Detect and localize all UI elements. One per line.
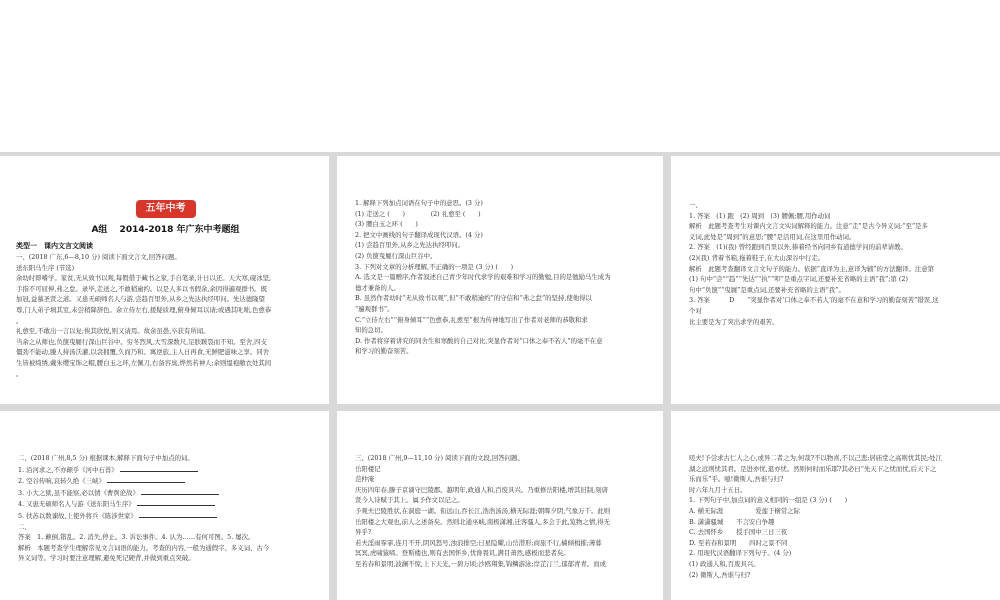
- text-line: 至若春和景明,波澜不惊,上下天光,一碧万顷;沙鸥翔集,锦鳞游泳;岸芷汀兰,郁郁青青。而或: [355, 559, 606, 568]
- text-line: 手指不可屈伸,弗之怠。录毕,走送之,不敢稍逾约。以是人多以书假余,余因得遍观群书。既: [16, 284, 267, 293]
- text-line: 2. 用现代汉语翻译下列句子。(4 分): [689, 549, 792, 558]
- text-line: 当余之从师也,负箧曳屣行深山巨谷中。穷冬烈风,大雪深数尺,足肤皲裂而不知。至舍,四支: [16, 337, 267, 346]
- question-text: 2. 空谷传响,哀转久绝《三峡》: [18, 477, 105, 486]
- option-line: B. 潇潇骚城 不言安自争趣: [689, 517, 775, 526]
- text-line: 异义词等。学习时要注意理解,避免死记硬背,并做到重点突破。: [18, 554, 195, 563]
- text-line: 岳阳楼之大观也,前人之述备矣。然则北通巫峡,南极潇湘,迁客骚人,多会于此,览物之情,得无: [355, 517, 611, 526]
- text-line: (3) 腰白玉之环 ( ): [355, 220, 418, 229]
- text-line: 。: [16, 369, 23, 378]
- answer-blank: [139, 510, 217, 518]
- text-line: 一、: [689, 201, 702, 209]
- answer-line: 1. 答案 (1) 跑 (2) 周到 (3) 腰佩;腰,用作动词: [689, 211, 831, 220]
- group-heading: A组 2014-2018 年广东中考题组: [91, 225, 240, 235]
- answer-blank: [107, 475, 185, 483]
- text-line: 若夫淫雨霏霏,连月不开,阴风怒号,浊浪排空;日星隐曜,山岳潜形;商旅不行,樯倾楫摧;薄暮: [355, 538, 602, 547]
- text-line: “遍观群书”。: [355, 304, 394, 313]
- text-line: (1) 政通人和,百废具兴。: [689, 559, 760, 568]
- text-line: 庆历四年春,滕子京谪守巴陵郡。越明年,政通人和,百废具兴。乃重修岳阳楼,增其旧制,刻唐: [355, 485, 608, 494]
- passage-title: 岳阳楼记: [355, 464, 381, 473]
- text-line: 1. 下列句子中,加点词的意义相同的一组是 (3 分) ( ): [689, 496, 848, 505]
- text-line: 知的急切。: [355, 326, 387, 335]
- top-blank-area: [0, 0, 1000, 152]
- answer-line: 3. 答案 D “突显作者对‘口体之奉不若人’的毫不在意和学习的勤奋刻苦”错误,这: [689, 296, 939, 305]
- text-line: (1) 句中“尝”“趋”“先达”“执”“叩”是重点字词,还要补充省略的主语“我”;第 (2): [689, 275, 908, 284]
- answer-line: 2. 答案 (1)(我) 曾经跑到百里以外,捧着经书向同乡有道德学问的前辈请教。: [689, 243, 907, 252]
- text-line: 予观夫巴陵胜状,在洞庭一湖。衔远山,吞长江,浩浩汤汤,横无际涯;朝晖夕阴,气象万千。此则: [355, 506, 611, 515]
- option-line: C. 去国怀乡 授手国中三日三夜: [689, 528, 788, 537]
- text-line: 异乎?: [355, 528, 372, 537]
- page-thumbnail-4[interactable]: [0, 411, 329, 600]
- text-line: 比主要是为了突出求学的艰苦。: [689, 317, 779, 326]
- text-line: 三、(2018 广州,9—11,10 分) 阅读下面的文段,回答问题。: [355, 454, 524, 462]
- page-thumbnail-3[interactable]: [671, 156, 1000, 404]
- text-line: (1) 走送之 ( ) (2) 礼愈至 ( ): [355, 209, 481, 218]
- badge-container: [16, 200, 315, 220]
- text-line: 。: [16, 316, 23, 325]
- text-line: 僵劲不能动,媵人持汤沃灌,以衾拥覆,久而乃和。寓逆旅,主人日再食,无鲜肥滋味之享。同舍: [16, 348, 269, 357]
- text-line: 德才兼备的人。: [355, 283, 400, 292]
- page-thumbnail-5[interactable]: [337, 411, 663, 600]
- text-line: C.“立侍左右”“俯身倾耳”“色愈恭,礼愈至”根为传神地写出了作者对老师的恭敬和求: [355, 315, 588, 324]
- question-line: [18, 464, 315, 476]
- analysis-line: 解析 本题考查学生理解常见文言词语的能力。考查的内容,一般为通假字、多义词、古今: [18, 543, 270, 552]
- question-line: [18, 487, 315, 499]
- text-line: (2)(我) 背着书箱,拖着鞋子,在大山深谷中行走。: [689, 253, 825, 262]
- text-line: 冥冥,虎啸猿啼。登斯楼也,则有去国怀乡,忧谗畏讥,满目萧然,感极而悲者矣。: [355, 549, 570, 558]
- analysis-line: 解析 此题考查翻译文言文句子的能力。依据“直译为主,意译为辅”的方法翻译。注意第: [689, 264, 935, 273]
- text-line: 时六年九月十五日。: [689, 485, 747, 494]
- question-text: 4. 又患无硕师名人与游《送东阳马生序》: [18, 500, 135, 509]
- text-line: 乐而乐”乎。噫!微斯人,吾谁与归?: [689, 475, 784, 484]
- page-thumbnail-grid: [0, 152, 1000, 600]
- text-line: 余幼时即嗜学。家贫,无从致书以观,每假借于藏书之家,手自笔录,计日以还。天大寒,砚冰坚,: [16, 274, 272, 283]
- text-line: 个对: [689, 306, 702, 315]
- question-text: 1. 沿河求之,不亦颠乎《河中石兽》: [18, 465, 118, 474]
- answer-blank: [141, 487, 219, 495]
- analysis-line: 解析 此题考查考生对课内文言文实词解释的能力。注意“走”是古今异义词;“至”是多: [689, 222, 928, 231]
- text-line: 嗟夫!予尝求古仁人之心,或异二者之为,何哉?不以物喜,不以己悲;居庙堂之高则忧其民;处江: [689, 454, 942, 462]
- question-line: [18, 498, 315, 510]
- text-line: 尊,门人弟子填其室,未尝稍降辞色。余立侍左右,援疑质理,俯身倾耳以请;或遇其叱咄,色愈恭: [16, 305, 272, 314]
- text-line: 礼愈至,不敢出一言以复;俟其欣悦,则又请焉。故余虽愚,卒获有所闻。: [16, 327, 210, 336]
- text-line: 二、: [18, 522, 31, 531]
- page-thumbnail-1[interactable]: [0, 156, 329, 404]
- question-type-heading: 类型一 课内文言文阅读: [16, 242, 93, 250]
- question-text: 5. 扶苏以数谏故,上使外将兵《陈涉世家》: [18, 511, 137, 520]
- option-line: A. 横无际涯 爱莲于横常之际: [689, 506, 800, 515]
- text-line: (1) 尝趋百里外,从乡之先达执经叩问。: [355, 241, 464, 250]
- answer-blank: [137, 498, 215, 506]
- text-line: 句中“负箧”“曳屣”是重点词,还要补充省略的主语“我”。: [689, 285, 845, 294]
- text-line: 2. 把文中画线的句子翻译成现代汉语。(4 分): [355, 230, 483, 239]
- option-line: D. 至若春和景明 四时之景不同: [689, 538, 788, 547]
- text-line: 1. 解释下列加点词语在句子中的意思。(3 分): [355, 199, 483, 207]
- text-line: 加冠,益慕圣贤之道。又患无硕师名人与游,尝趋百里外,从乡之先达执经叩问。先达德隆望: [16, 295, 265, 304]
- question-line: [18, 510, 315, 522]
- page-thumbnail-6[interactable]: [671, 411, 1000, 600]
- text-line: 送东阳马生序 (节选): [16, 263, 75, 272]
- text-line: 3. 下列对文章的分析理解,不正确的一项是 (3 分) ( ): [355, 262, 514, 271]
- question-text: 3. 小大之狱,虽不能察,必以情《曹刿论战》: [18, 488, 139, 497]
- answer-line: 答案 1. 颠倒,错乱。2. 消失,停止。3. 诉讼事件。4. 认为……有何可图。5. 屡次。: [18, 533, 255, 542]
- text-line: A. 选文是一篇赠序,作者叙述自己青少年时代求学的艰难和学习的勤勉,目的是勉励马生成为: [355, 273, 611, 282]
- answer-blank: [120, 464, 198, 472]
- page-thumbnail-2[interactable]: [337, 156, 663, 404]
- question-line: [18, 475, 315, 487]
- text-line: B. 虽然作者幼时“无从致书以观”,但“不敢稍逾约”的守信和“弗之怠”的坚持,使他得以: [355, 294, 592, 303]
- text-line: 贤今人诗赋于其上。属予作文以记之。: [355, 496, 464, 505]
- text-line: (2) 负箧曳屣行深山巨谷中。: [355, 251, 437, 260]
- text-line: 和学习的勤奋刻苦。: [355, 347, 413, 356]
- section-badge: 五年中考: [136, 200, 196, 218]
- text-line: 二、(2018 广州,8,5 分) 根据课本,解释下面句子中加点的词。: [18, 454, 194, 462]
- text-line: D. 作者将穿着讲究的同舍生和寒酸的自己对比,突显作者对“口体之奉不若人”的毫不在意: [355, 336, 603, 345]
- text-line: 湖之远则忧其君。是进亦忧,退亦忧。然则何时而乐耶?其必曰“先天下之忧而忧,后天下之: [689, 464, 937, 473]
- passage-author: 范仲淹: [355, 475, 375, 484]
- text-line: 生皆被绮绣,戴朱缨宝饰之帽,腰白玉之环,左佩刀,右备容臭,烨然若神人;余则缊袍敝衣处其间: [16, 358, 272, 367]
- text-line: 一、(2018 广东,6—8,10 分) 阅读下面文言文,回答问题。: [16, 253, 181, 261]
- text-line: 义词,此处是“周到”的意思;“腰”是活用词,在这里用作动词。: [689, 232, 856, 241]
- text-line: (2) 微斯人,吾谁与归?: [689, 570, 751, 579]
